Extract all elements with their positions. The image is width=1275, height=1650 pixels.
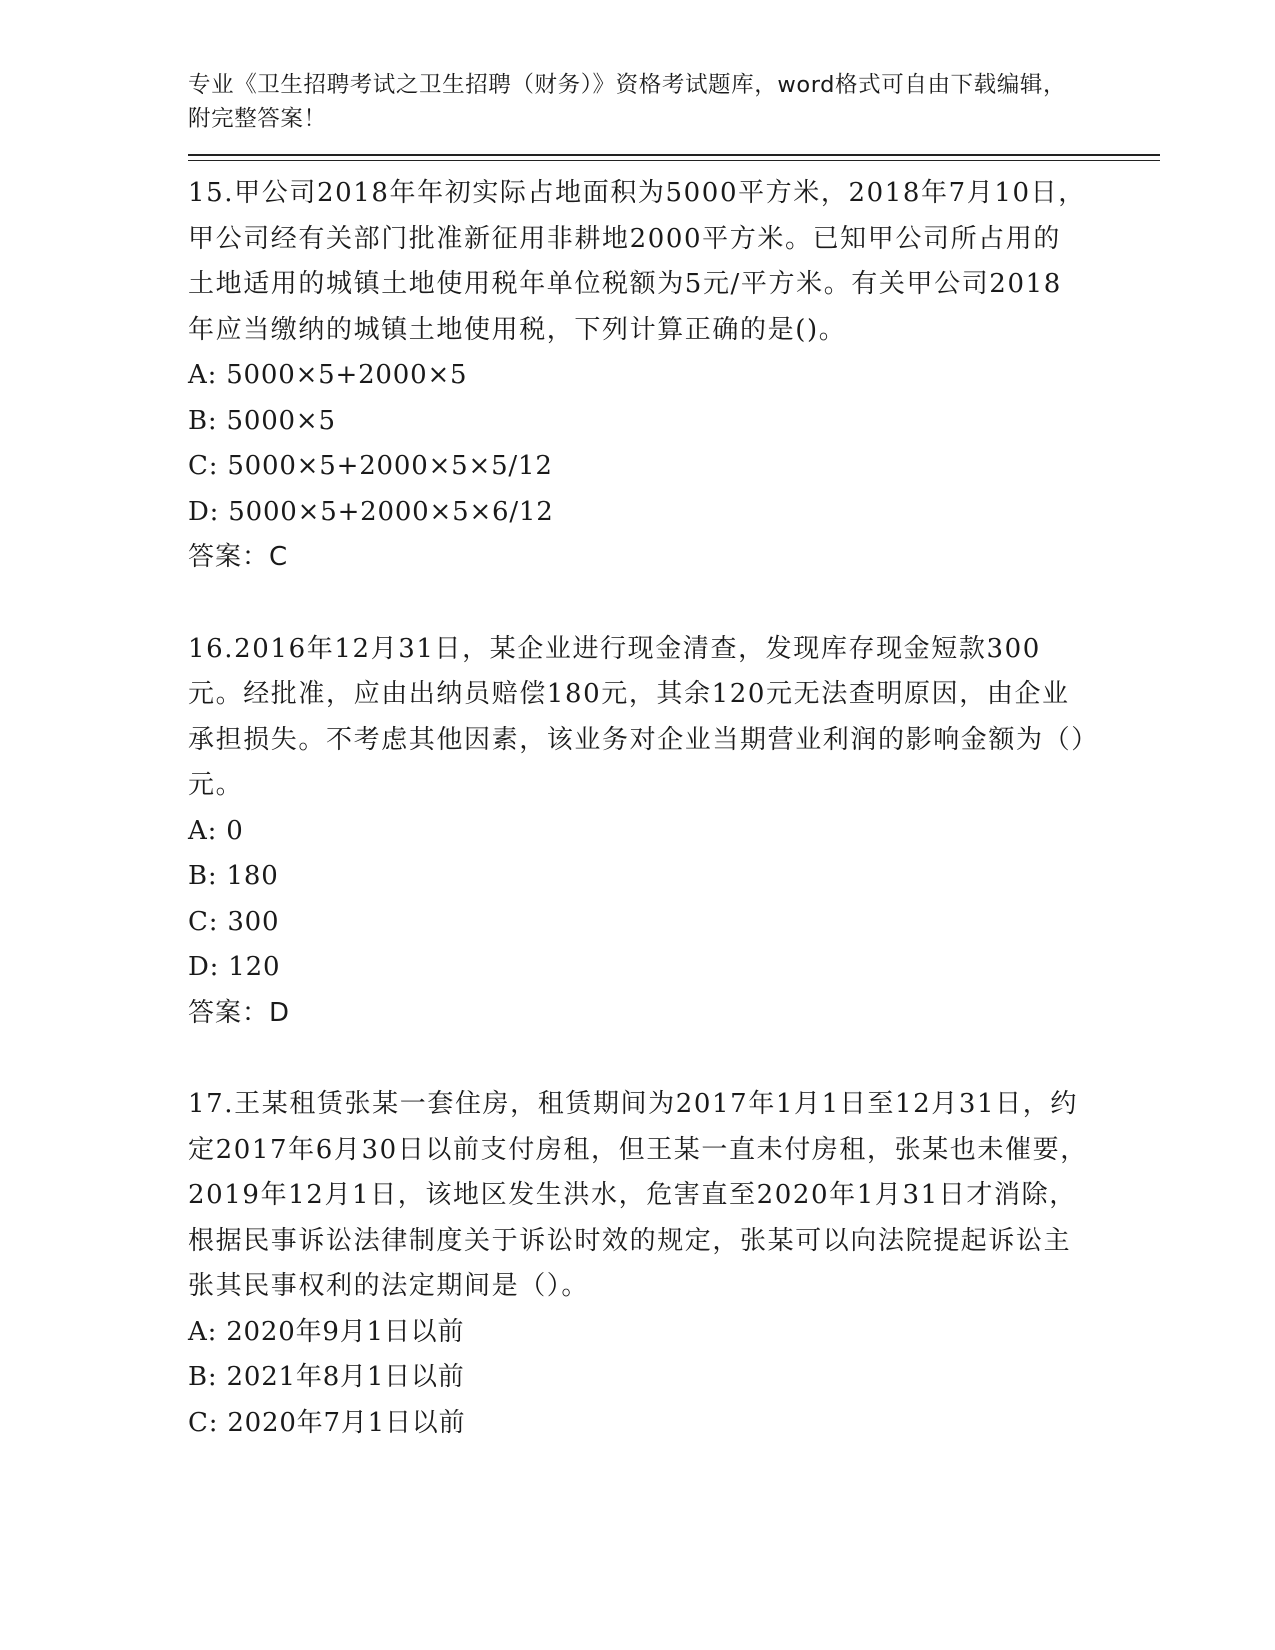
question-17 xyxy=(188,1082,1160,1446)
option-b: B: 180 xyxy=(188,861,279,891)
document-page xyxy=(188,68,1160,1492)
question-stem: 16.2016年12月31日，某企业进行现金清查，发现库存现金短款300元。经批准，应由出纳员赔偿180元，其余120元无法查明原因，由企业承担损失。不考虑其他因素，该业务对企业当期营业利润的影响金额为（）元。 xyxy=(188,633,1086,800)
option-a: A: 2020年9月1日以前 xyxy=(188,1316,465,1347)
option-b: B: 2021年8月1日以前 xyxy=(188,1362,465,1392)
question-list xyxy=(188,171,1160,1446)
question-stem: 15.甲公司2018年年初实际占地面积为5000平方米，2018年7月10日，甲公司经有关部门批准新征用非耕地2000平方米。已知甲公司所占用的土地适用的城镇土地使用税年单位税额为5元/平方米。有关甲公司2018年应当缴纳的城镇土地使用税，下列计算正确的是()。 xyxy=(188,178,1086,345)
answer-text: 答案：D xyxy=(188,997,291,1028)
answer-text: 答案：C xyxy=(188,542,289,572)
option-d: D: 5000×5+2000×5×6/12 xyxy=(188,496,554,527)
option-d: D: 120 xyxy=(188,952,281,982)
option-b: B: 5000×5 xyxy=(188,405,336,436)
question-stem: 17.王某租赁张某一套住房，租赁期间为2017年1月1日至12月31日，约定2017年6月30日以前支付房租，但王某一直未付房租，张某也未催要，2019年12月1日，该地区发生洪水，危害直至2020年1月31日才消除，根据民事诉讼法律制度关于诉讼时效的规定，张某可以向法院提起诉讼主张其民事权利的法定期间是（）。 xyxy=(188,1089,1088,1301)
question-15 xyxy=(188,171,1160,581)
document-header: 专业《卫生招聘考试之卫生招聘（财务）》资格考试题库，word格式可自由下载编辑，附完整答案！ xyxy=(188,72,1067,132)
header-divider xyxy=(188,154,1160,161)
option-c: C: 300 xyxy=(188,906,280,937)
option-c: C: 2020年7月1日以前 xyxy=(188,1407,466,1438)
question-16 xyxy=(188,627,1160,1037)
option-a: A: 0 xyxy=(188,815,244,846)
option-a: A: 5000×5+2000×5 xyxy=(188,360,468,390)
option-c: C: 5000×5+2000×5×5/12 xyxy=(188,451,553,481)
